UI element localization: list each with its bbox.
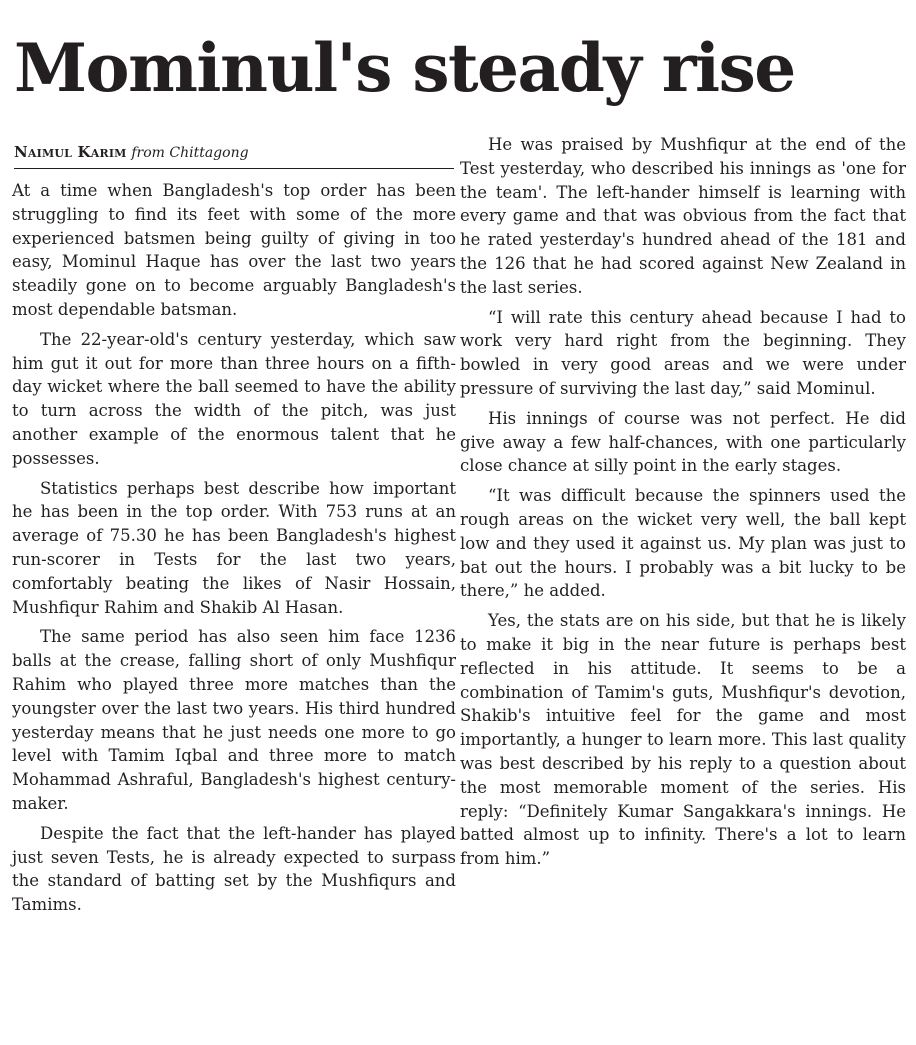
paragraph: Yes, the stats are on his side, but that he is likely to make it big in the near future is perhaps best reflected in his attitude. It seems to be a combination of Tamim's guts, Mushfiqur's devotion, Shakib's intuitive feel for the game and most importantly, a hunger to learn more. This last quality was best described by his reply to a question about the most memorable moment of the series. His reply: “Definitely Kumar Sangakkara's innings. He batted almost up to infinity. There's a lot to learn from him.” [460,611,906,869]
headline: Mominul's steady rise [14,29,795,107]
paragraph: Despite the fact that the left-hander has played just seven Tests, he is already expected to surpass the standard of batting set by the Mushfiqurs and Tamims. [12,823,456,915]
byline [14,140,454,169]
paragraph: His innings of course was not perfect. He did give away a few half-chances, with one particularly close chance at silly point in the early stages. [460,408,906,476]
article-column-right [460,133,906,877]
paragraph: Statistics perhaps best describe how important he has been in the top order. With 753 runs at an average of 75.30 he has been Bangladesh's highest run-scorer in Tests for the last two years, comfortably beating the likes of Nasir Hossain, Mushfiqur Rahim and Shakib Al Hasan. [12,478,456,617]
paragraph: At a time when Bangladesh's top order has been struggling to find its feet with some of the more experienced batsmen being guilty of giving in too easy, Mominul Haque has over the last two years steadily gone on to become arguably Bangladesh's most dependable batsman. [12,181,456,319]
byline-author: Naimul Karim [14,143,127,161]
paragraph: “It was difficult because the spinners used the rough areas on the wicket very well, the ball kept low and they used it against us. My plan was just to bat out the hours. I probably was a bit lucky to be there,” he added. [460,486,906,601]
paragraph: “I will rate this century ahead because I had to work very hard right from the beginning. They bowled in very good areas and we were under pressure of surviving the last day,” said Mominul. [460,307,906,398]
byline-place: from Chittagong [131,145,249,161]
paragraph: The same period has also seen him face 1236 balls at the crease, falling short of only Mushfiqur Rahim who played three more matches than the youngster over the last two years. His third hundred yesterday means that he just needs one more to go level with Tamim Iqbal and three more to match Mohammad Ashraful, Bangladesh's highest century-maker. [12,627,456,813]
paragraph: He was praised by Mushfiqur at the end of the Test yesterday, who described his innings as 'one for the team'. The left-hander himself is learning with every game and that was obvious from the fact that he rated yesterday's hundred ahead of the 181 and the 126 that he had scored against New Zealand in the last series. [460,135,906,297]
article-column-left [12,179,456,923]
paragraph: The 22-year-old's century yesterday, which saw him gut it out for more than three hours on a fifth-day wicket where the ball seemed to have the ability to turn across the width of the pitch, was just another example of the enormous talent that he possesses. [12,329,456,468]
